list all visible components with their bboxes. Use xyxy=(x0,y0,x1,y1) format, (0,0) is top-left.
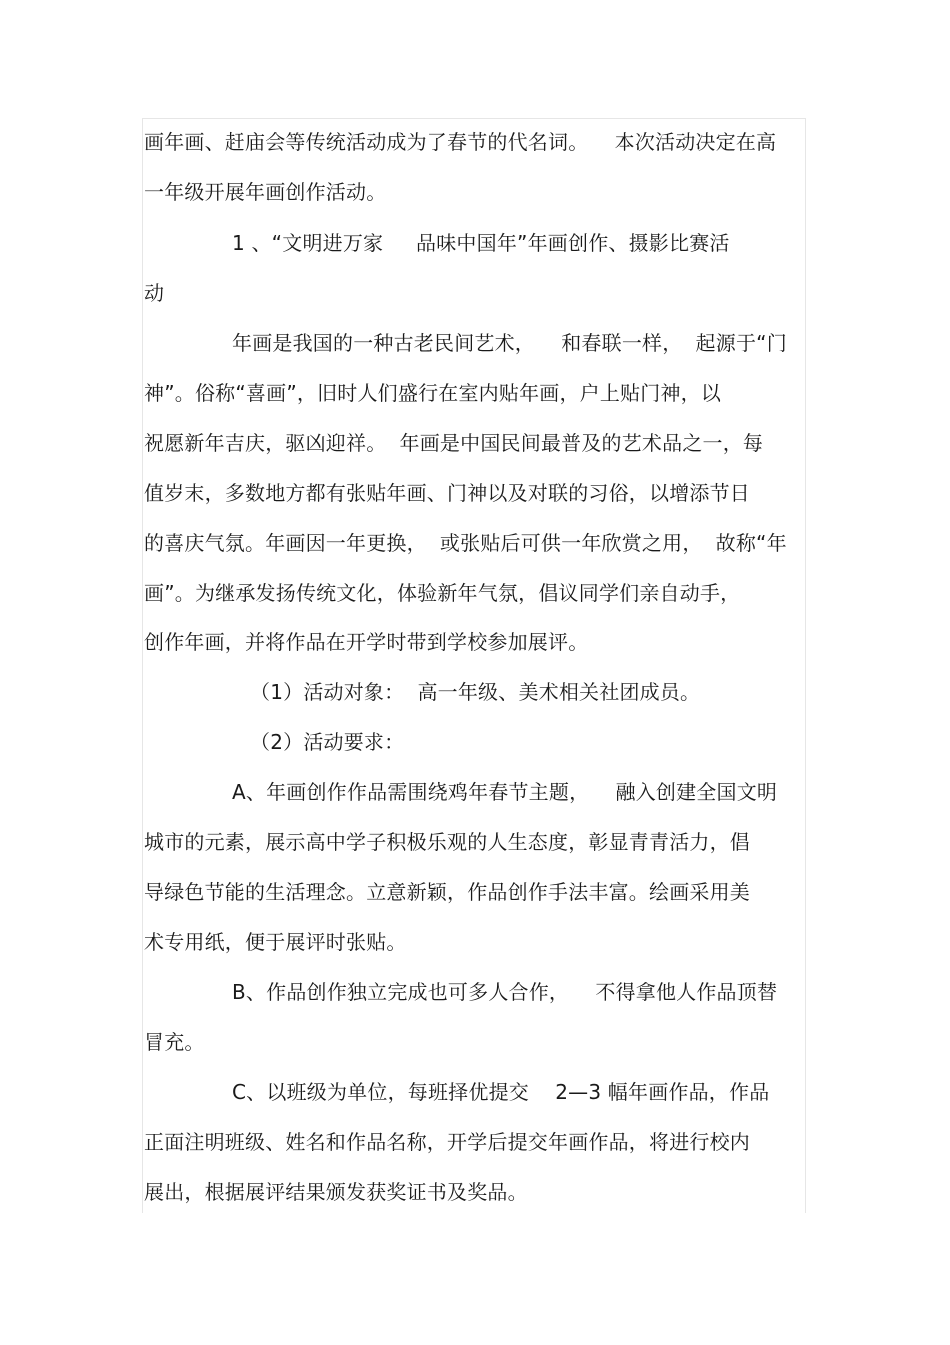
requirement-c: C、以班级为单位，每班择优提交 2—3 幅年画作品，作品 xyxy=(232,1080,770,1104)
activity-target: （1）活动对象： 高一年级、美术相关社团成员。 xyxy=(250,680,701,704)
text-line: 展出，根据展评结果颁发获奖证书及奖品。 xyxy=(144,1180,528,1204)
text-line: 导绿色节能的生活理念。立意新颖，作品创作手法丰富。绘画采用美 xyxy=(144,880,750,904)
requirement-b: B、作品创作独立完成也可多人合作， 不得拿他人作品顶替 xyxy=(232,980,778,1004)
text-line: 祝愿新年吉庆，驱凶迎祥。 年画是中国民间最普及的艺术品之一，每 xyxy=(144,431,764,455)
text-line: 画年画、赶庙会等传统活动成为了春节的代名词。 本次活动决定在高 xyxy=(144,130,777,154)
text-line: 创作年画，并将作品在开学时带到学校参加展评。 xyxy=(144,630,589,654)
text-line: 冒充。 xyxy=(144,1030,205,1054)
text-line: 的喜庆气氛。年画因一年更换， 或张贴后可供一年欣赏之用， 故称“年 xyxy=(144,531,787,555)
text-line: 正面注明班级、姓名和作品名称，开学后提交年画作品，将进行校内 xyxy=(144,1130,750,1154)
text-line: 城市的元素，展示高中学子积极乐观的人生态度，彰显青青活力，倡 xyxy=(144,830,750,854)
text-line: 年画是我国的一种古老民间艺术， 和春联一样， 起源于“门 xyxy=(232,331,787,355)
text-line: 神”。俗称“喜画”，旧时人们盛行在室内贴年画，户上贴门神，以 xyxy=(144,381,722,405)
text-line: 画”。为继承发扬传统文化，体验新年气氛，倡议同学们亲自动手， xyxy=(144,581,741,605)
text-line: 值岁末，多数地方都有张贴年画、门神以及对联的习俗，以增添节日 xyxy=(144,481,750,505)
activity-requirements-heading: （2）活动要求： xyxy=(250,730,405,754)
text-line: 一年级开展年画创作活动。 xyxy=(144,180,387,204)
section-heading: 1 、“文明进万家 品味中国年”年画创作、摄影比赛活 xyxy=(232,231,730,255)
requirement-a: A、年画创作作品需围绕鸡年春节主题， 融入创建全国文明 xyxy=(232,780,778,804)
section-heading-continued: 动 xyxy=(144,281,165,305)
text-line: 术专用纸，便于展评时张贴。 xyxy=(144,930,407,954)
page-frame xyxy=(142,118,806,1213)
